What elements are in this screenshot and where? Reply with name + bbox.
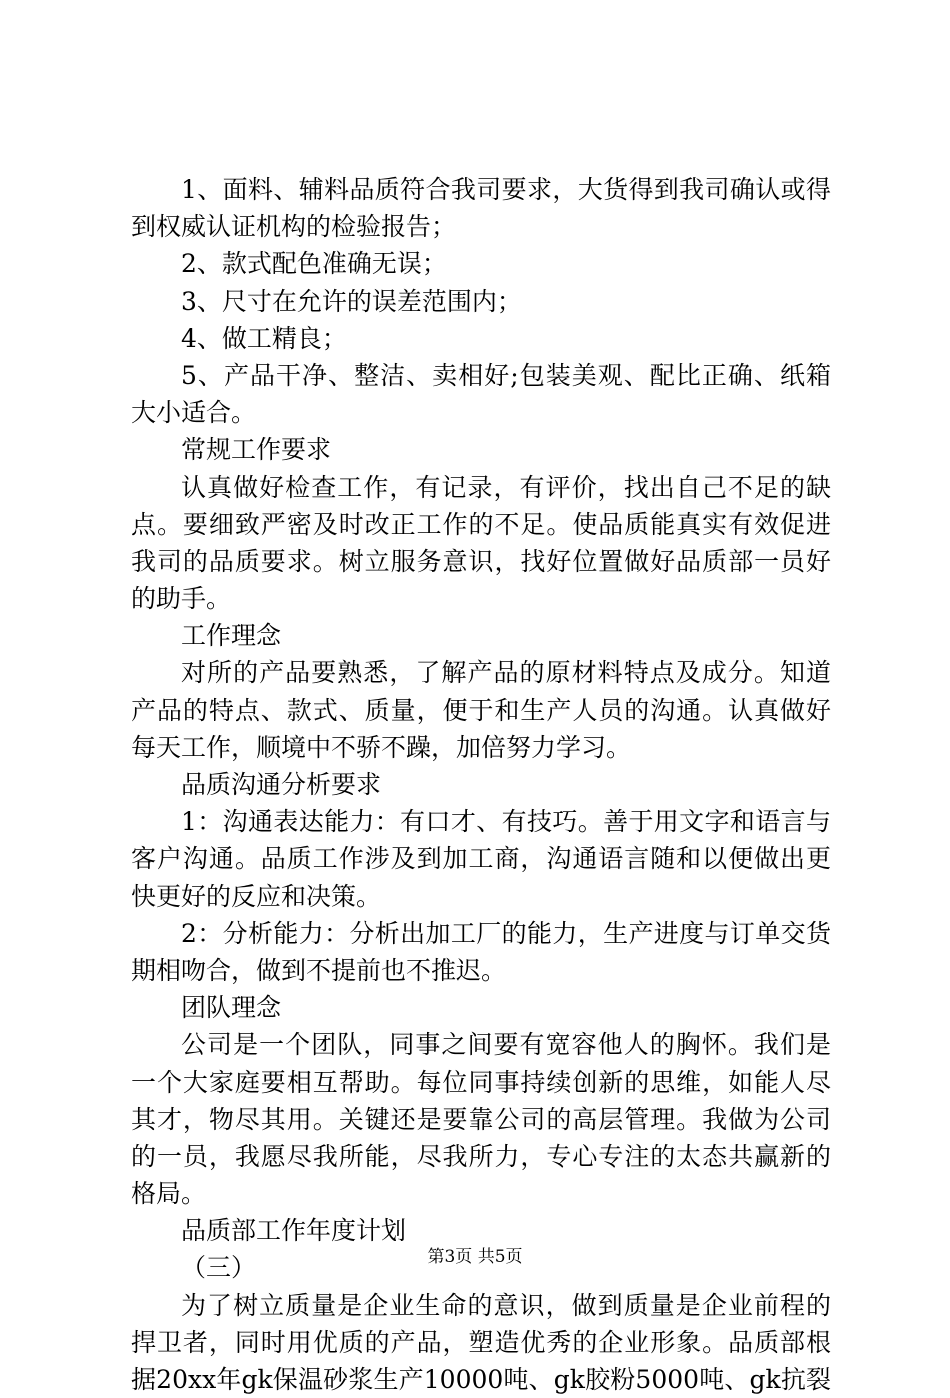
text-line: 的一员，我愿尽我所能，尽我所力，专心专注的太态共赢新的	[131, 1141, 831, 1171]
document-body	[131, 171, 831, 1398]
text-line: 捍卫者，同时用优质的产品，塑造优秀的企业形象。品质部根	[131, 1327, 831, 1357]
text-line: 1：沟通表达能力：有口才、有技巧。善于用文字和语言与	[181, 807, 831, 837]
text-line: 认真做好检查工作，有记录，有评价，找出自己不足的缺	[181, 472, 831, 502]
text-line: 5、产品干净、整洁、卖相好;包装美观、配比正确、纸箱	[181, 360, 831, 390]
text-line: 3、尺寸在允许的误差范围内；	[181, 286, 522, 316]
text-line: 工作理念	[181, 621, 282, 651]
text-line: 对所的产品要熟悉，了解产品的原材料特点及成分。知道	[181, 658, 831, 688]
text-line: 公司是一个团队，同事之间要有宽容他人的胸怀。我们是	[181, 1030, 831, 1060]
text-line: 一个大家庭要相互帮助。每位同事持续创新的思维，如能人尽	[131, 1067, 831, 1097]
text-line: 大小适合。	[131, 398, 257, 428]
text-line: 2、款式配色准确无误；	[181, 249, 447, 279]
text-line: 快更好的反应和决策。	[131, 881, 382, 911]
text-line: 客户沟通。品质工作涉及到加工商，沟通语言随和以便做出更	[131, 844, 831, 874]
text-line: 品质沟通分析要求	[181, 770, 382, 799]
text-line: 为了树立质量是企业生命的意识，做到质量是企业前程的	[181, 1290, 831, 1320]
text-line: 到权威认证机构的检验报告；	[131, 212, 457, 242]
text-line: 产品的特点、款式、质量，便于和生产人员的沟通。认真做好	[131, 695, 831, 725]
text-line: 4、做工精良；	[181, 323, 347, 353]
text-line: 2：分析能力：分析出加工厂的能力，生产进度与订单交货	[181, 918, 831, 948]
text-line: （三）	[181, 1253, 257, 1283]
text-line: 期相吻合，做到不提前也不推迟。	[131, 955, 507, 985]
page-footer: 第3页 共5页	[427, 1247, 523, 1267]
text-line: 其才，物尽其用。关键还是要靠公司的高层管理。我做为公司	[131, 1104, 831, 1134]
text-line: 品质部工作年度计划	[181, 1216, 407, 1246]
text-line: 点。要细致严密及时改正工作的不足。使品质能真实有效促进	[131, 509, 831, 539]
text-line: 每天工作，顺境中不骄不躁，加倍努力学习。	[131, 732, 632, 762]
text-line: 团队理念	[181, 993, 282, 1023]
text-line: 据20xx年gk保温砂浆生产10000吨、gk胶粉5000吨、gk抗裂	[131, 1365, 831, 1394]
text-line: 我司的品质要求。树立服务意识，找好位置做好品质部一员好	[131, 546, 831, 576]
text-line: 常规工作要求	[181, 435, 332, 465]
text-line: 1、面料、辅料品质符合我司要求，大货得到我司确认或得	[181, 175, 831, 204]
text-line: 格局。	[131, 1179, 207, 1209]
text-line: 的助手。	[131, 584, 232, 614]
